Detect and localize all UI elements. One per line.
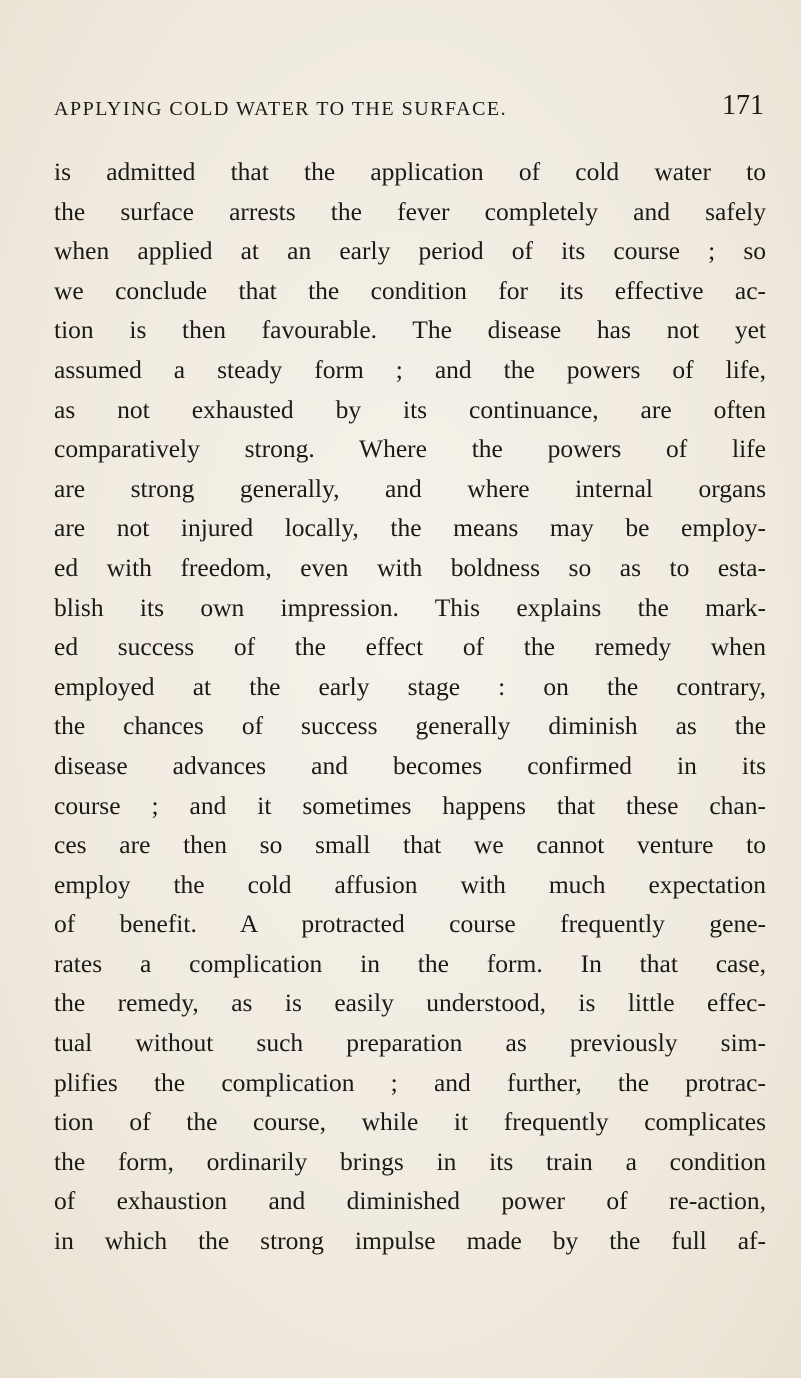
text-line: when applied at an early period of its course ; so: [54, 236, 766, 266]
text-line: the remedy, as is easily understood, is little effec-: [54, 988, 766, 1018]
text-line: ed with freedom, even with boldness so as to esta-: [54, 552, 766, 582]
text-line: are not injured locally, the means may be employ-: [54, 513, 766, 543]
text-line: comparatively strong. Where the powers of life: [54, 434, 766, 464]
text-line: ed success of the effect of the remedy when: [54, 632, 766, 662]
text-line: course ; and it sometimes happens that these chan-: [54, 790, 766, 820]
text-line: disease advances and becomes confirmed in its: [54, 750, 766, 780]
text-line: ces are then so small that we cannot venture to: [54, 830, 766, 860]
text-line: employ the cold affusion with much expectation: [54, 869, 766, 899]
text-line: tion is then favourable. The disease has not yet: [54, 315, 766, 345]
text-line: as not exhausted by its continuance, are often: [54, 394, 766, 424]
text-line: blish its own impression. This explains the mark-: [54, 592, 766, 622]
text-line: the chances of success generally diminish as the: [54, 711, 766, 741]
text-line: are strong generally, and where internal organs: [54, 473, 766, 503]
text-line: assumed a steady form ; and the powers of life,: [54, 354, 766, 384]
text-line: tual without such preparation as previously sim-: [54, 1028, 766, 1058]
text-line: plifies the complication ; and further, the protrac-: [54, 1067, 766, 1097]
text-line: tion of the course, while it frequently complicates: [54, 1107, 766, 1137]
text-line: the form, ordinarily brings in its train a condition: [54, 1146, 766, 1176]
running-head: [54, 90, 766, 124]
text-line: we conclude that the condition for its effective ac-: [54, 275, 766, 305]
body-text: [54, 152, 766, 1261]
text-line: of exhaustion and diminished power of re-action,: [54, 1186, 766, 1216]
text-line: is admitted that the application of cold water to: [54, 157, 766, 186]
running-title: APPLYING COLD WATER TO THE SURFACE.: [54, 98, 508, 120]
text-line: rates a complication in the form. In that case,: [54, 948, 766, 978]
text-line: the surface arrests the fever completely and safely: [54, 196, 766, 226]
text-line: of benefit. A protracted course frequently gene-: [54, 909, 766, 939]
text-line: in which the strong impulse made by the full af-: [54, 1226, 766, 1256]
page-number: 171: [722, 90, 764, 121]
text-line: employed at the early stage : on the contrary,: [54, 671, 766, 701]
